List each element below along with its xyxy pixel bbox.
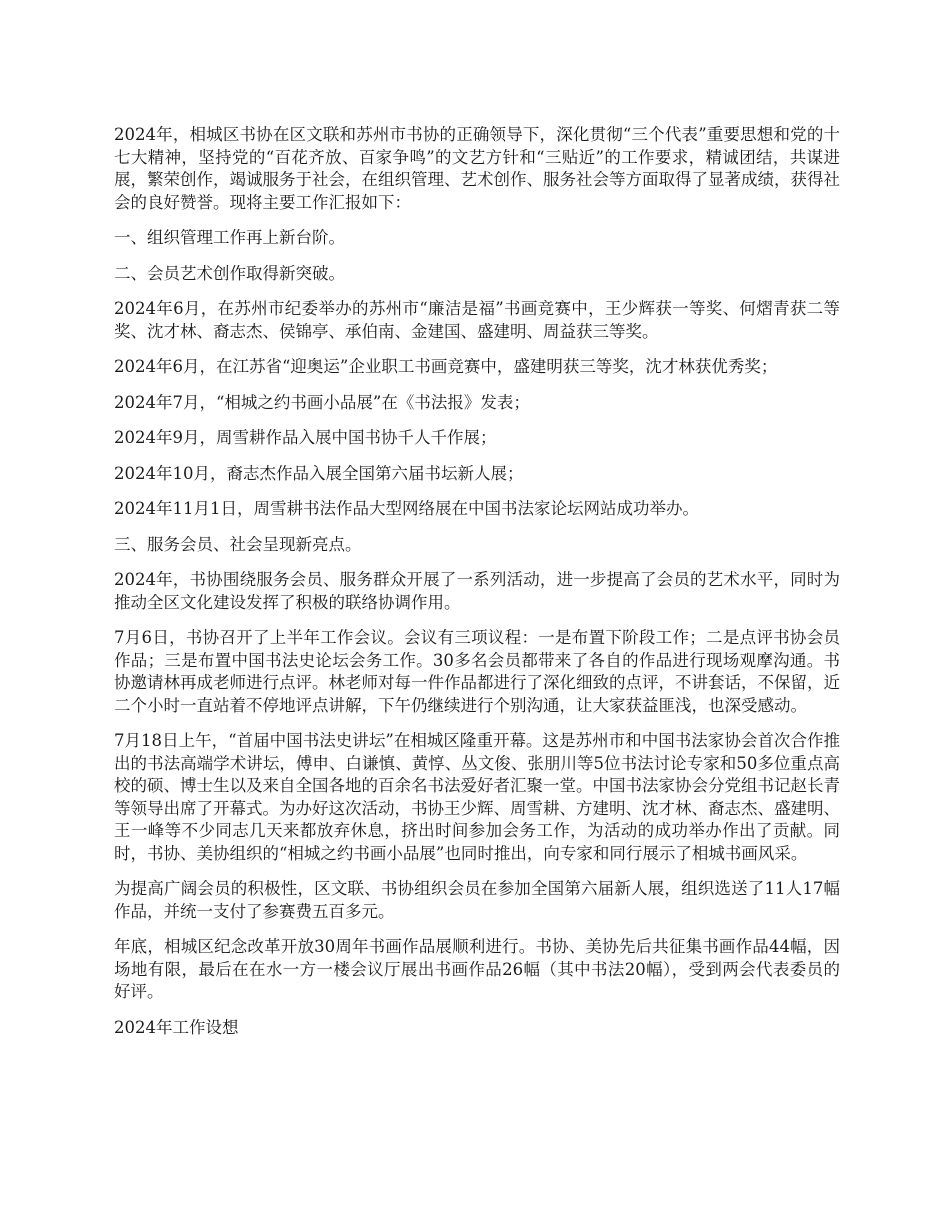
paragraph-lecture-forum: 7月18日上午，“首届中国书法史讲坛”在相城区隆重开幕。这是苏州市和中国书法家协会首次合作推出的书法高端学术讲坛，傅申、白谦慎、黄惇、丛文俊、张朋川等5位书法讨论专家和50多位重点高校的硕、博士生以及来自全国各地的百余名书法爱好者汇聚一堂。中国书法家协会分党组书记赵长青等领导出席了开幕式。为办好这次活动，书协王少辉、周雪耕、方建明、沈才林、裔志杰、盛建明、王一峰等不少同志几天来都放弃休息，挤出时间参加会务工作，为活动的成功举办作出了贡献。同时，书协、美协组织的“相城之约书画小品展”也同时推出，向专家和同行展示了相城书画风采。: [114, 731, 840, 863]
paragraph-september-exhibition: 2024年9月，周雪耕作品入展中国书协千人千作展；: [114, 428, 497, 447]
section-heading-service: 三、服务会员、社会呈现新亮点。: [114, 534, 362, 554]
paragraph-new-talent-exhibition: 为提高广阔会员的积极性，区文联、书协组织会员在参加全国第六届新人展，组织选送了11人17幅作品，并统一支付了参赛费五百多元。: [114, 879, 840, 921]
paragraph-july-meeting: 7月6日，书协召开了上半年工作会议。会议有三项议程：一是布置下阶段工作；二是点评书协会员作品；三是布置中国书法史论坛会务工作。30多名会员都带来了各自的作品进行现场观摩沟通。书协邀请林再成老师进行点评。林老师对每一件作品都进行了深化细致的点评，不讲套话，不保留，近二个小时一直站着不停地评点讲解，下午仍继续进行个别沟通，让大家获益匪浅，也深受感动。: [114, 628, 840, 715]
section-heading-plan: 2024年工作设想: [114, 1017, 239, 1037]
section-heading-creation: 二、会员艺术创作取得新突破。: [114, 263, 345, 283]
document-body: [114, 124, 840, 1052]
paragraph-service-summary: 2024年，书协围绕服务会员、服务群众开展了一系列活动，进一步提高了会员的艺术水平，同时为推动全区文化建设发挥了积极的联络协调作用。: [114, 570, 840, 612]
paragraph-year-end-exhibition: 年底，相城区纪念改革开放30周年书画作品展顺利进行。书协、美协先后共征集书画作品44幅，因场地有限，最后在在水一方一楼会议厅展出书画作品26幅（其中书法20幅），受到两会代表委员的好评。: [114, 937, 840, 1001]
paragraph-award-june-jiangsu: 2024年6月，在江苏省“迎奥运”企业职工书画竞赛中，盛建明获三等奖，沈才林获优秀奖；: [114, 357, 778, 376]
paragraph-october-exhibition: 2024年10月，裔志杰作品入展全国第六届书坛新人展；: [114, 463, 524, 483]
paragraph-intro: 2024年，相城区书协在区文联和苏州市书协的正确领导下，深化贯彻“三个代表”重要思想和党的十七大精神，坚持党的“百花齐放、百家争鸣”的文艺方针和“三贴近”的工作要求，精诚团结，共谋进展，繁荣创作，竭诚服务于社会，在组织管理、艺术创作、服务社会等方面取得了显著成绩，获得社会的良好赞誉。现将主要工作汇报如下：: [114, 125, 840, 212]
paragraph-july-exhibition: 2024年7月，“相城之约书画小品展”在《书法报》发表；: [114, 392, 530, 412]
section-heading-organization: 一、组织管理工作再上新台阶。: [114, 228, 345, 247]
paragraph-november-online-exhibition: 2024年11月1日，周雪耕书法作品大型网络展在中国书法家论坛网站成功举办。: [114, 499, 699, 518]
paragraph-award-june-suzhou: 2024年6月，在苏州市纪委举办的苏州市“廉洁是福”书画竞赛中，王少辉获一等奖、何熠青获二等奖、沈才林、裔志杰、侯锦亭、承伯南、金建国、盛建明、周益获三等奖。: [114, 299, 840, 341]
